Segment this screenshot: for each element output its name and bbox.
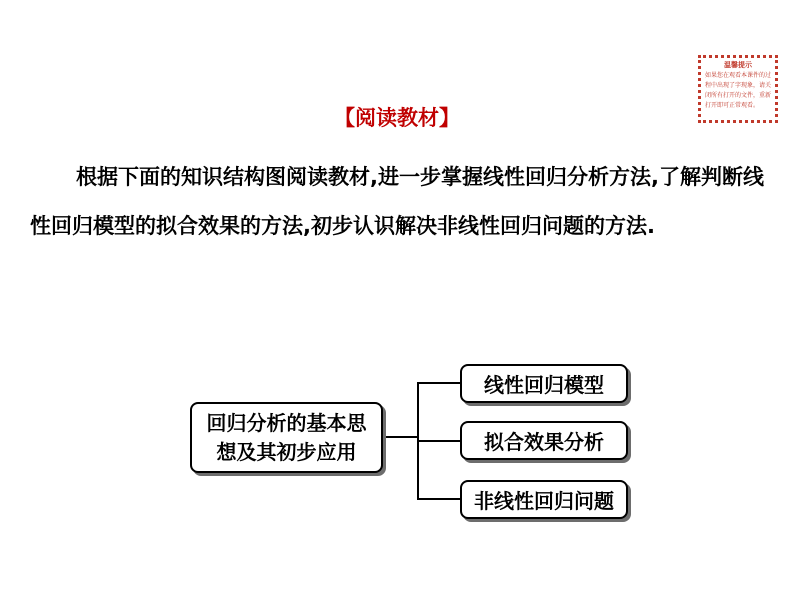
diagram-child-node	[460, 421, 628, 460]
connector-child-2	[417, 440, 460, 442]
body-paragraph: 根据下面的知识结构图阅读教材,进一步掌握线性回归分析方法,了解判断线性回归模型的拟合效果的方法,初步认识解决非线性回归问题的方法.	[30, 165, 764, 238]
diagram-child-label: 非线性回归问题	[474, 489, 614, 513]
diagram-root-label: 回归分析的基本思想及其初步应用	[206, 410, 367, 464]
diagram-child-node	[460, 480, 628, 519]
diagram-child-label: 线性回归模型	[484, 373, 604, 397]
tip-body: 如果您在观看本课件的过程中出现了字现象，请关闭所有打开的文件，重新打开即可正常观看。	[705, 72, 772, 109]
section-heading: 【阅读教材】	[334, 106, 460, 130]
connector-root	[383, 436, 419, 438]
diagram-child-label: 拟合效果分析	[484, 430, 604, 454]
connector-child-1	[417, 382, 460, 384]
diagram-root-node	[190, 402, 383, 473]
connector-child-3	[417, 498, 460, 500]
tip-title: 温馨提示	[724, 61, 752, 69]
diagram-child-node	[460, 364, 628, 403]
